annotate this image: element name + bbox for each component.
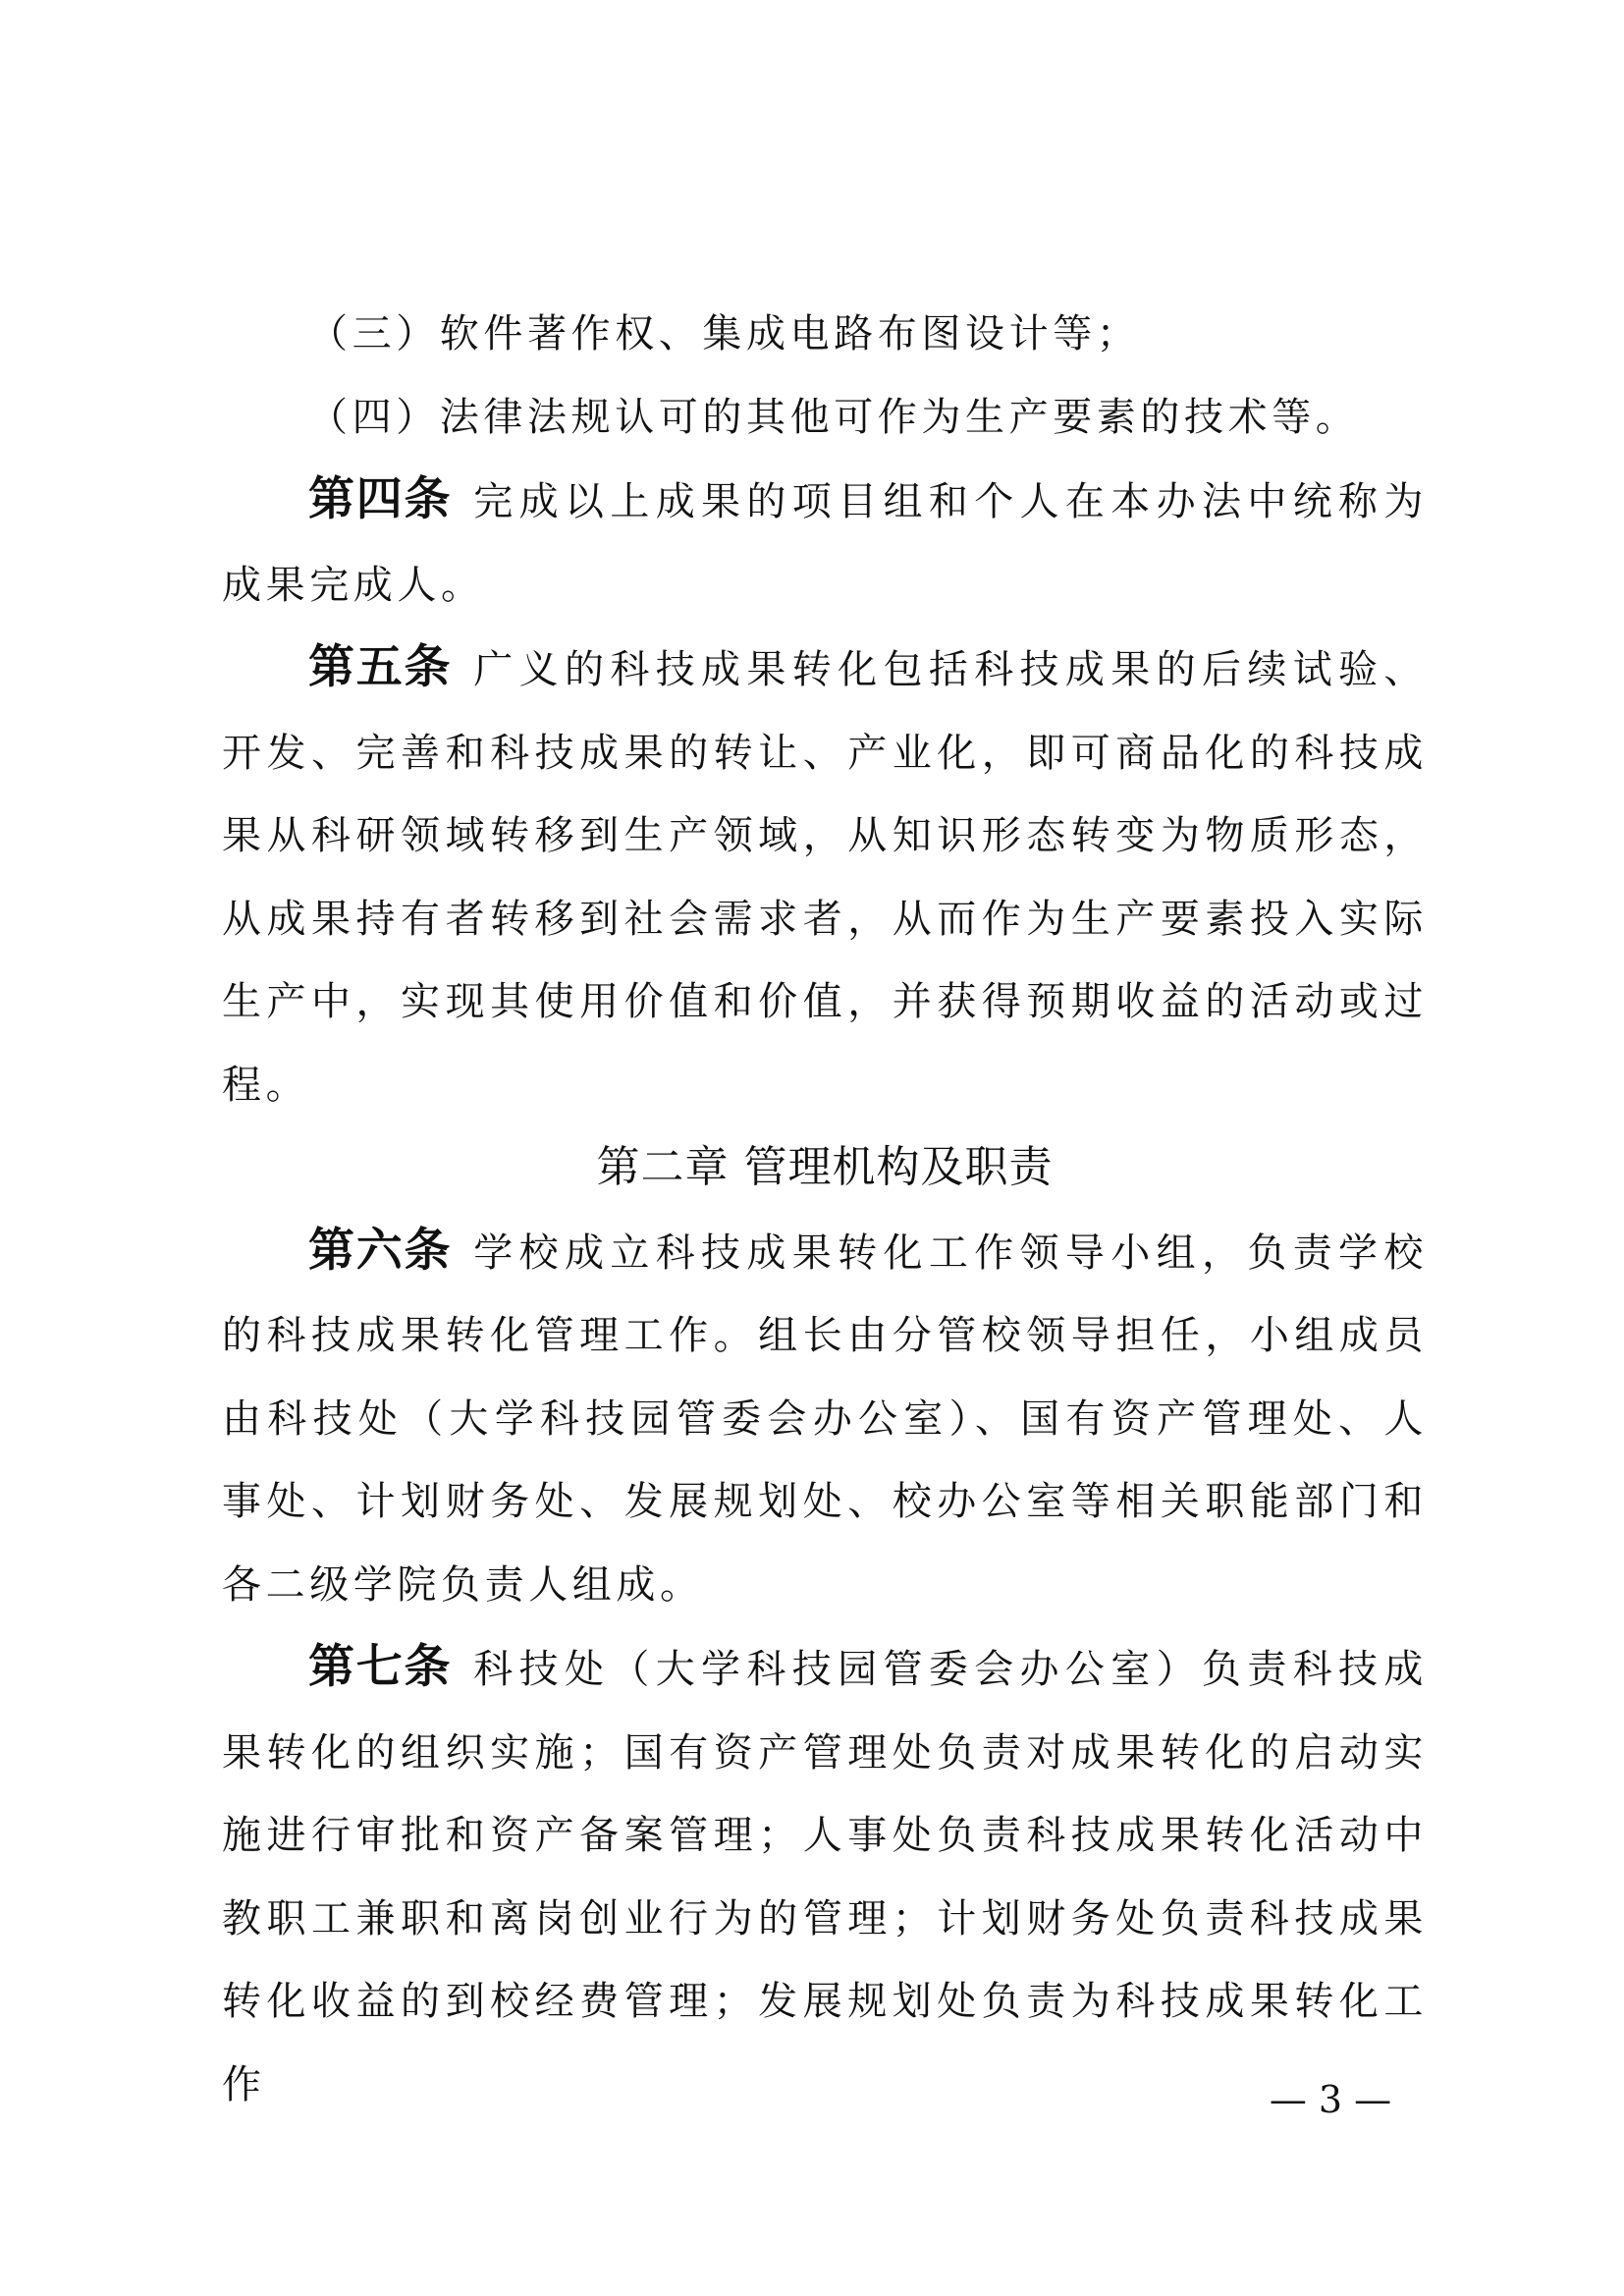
page-body bbox=[222, 293, 1428, 2126]
article-6-label: 第六条 bbox=[308, 1223, 453, 1278]
article-5-paragraph bbox=[222, 627, 1428, 1126]
page-number: — 3 — bbox=[1269, 2078, 1392, 2121]
chapter-2-title: 第二章 管理机构及职责 bbox=[596, 1142, 1054, 1192]
article-4-text: 完成以上成果的项目组和个人在本办法中统称为成果完成人。 bbox=[222, 479, 1429, 608]
item-4-paragraph: （四）法律法规认可的其他可作为生产要素的技术等。 bbox=[308, 394, 1360, 440]
article-5-text: 广义的科技成果转化包括科技成果的后续试验、开发、完善和科技成果的转让、产业化，即可商品化的科技成果从科研领域转移到生产领域，从知识形态转变为物质形态，从成果持有者转移到社会需求者，从而作为生产要素投入实际生产中，实现其使用价值和价值，并获得预期收益的活动或过程。 bbox=[222, 647, 1429, 1108]
article-7-label: 第七条 bbox=[308, 1640, 453, 1694]
article-6-text: 学校成立科技成果转化工作领导小组，负责学校的科技成果转化管理工作。组长由分管校领导担任，小组成员由科技处（大学科技园管委会办公室）、国有资产管理处、人事处、计划财务处、发展规划处、校办公室等相关职能部门和各二级学院负责人组成。 bbox=[222, 1230, 1429, 1608]
article-7-paragraph bbox=[222, 1626, 1428, 2126]
article-6-paragraph bbox=[222, 1210, 1428, 1627]
article-4-paragraph bbox=[222, 459, 1428, 627]
article-7-text: 科技处（大学科技园管委会办公室）负责科技成果转化的组织实施；国有资产管理处负责对成果转化的启动实施进行审批和资产备案管理；人事处负责科技成果转化活动中教职工兼职和离岗创业行为的管理；计划财务处负责科技成果转化收益的到校经费管理；发展规划处负责为科技成果转化工作 bbox=[222, 1647, 1429, 2107]
item-3-paragraph: （三）软件著作权、集成电路布图设计等； bbox=[308, 311, 1141, 356]
article-5-label: 第五条 bbox=[308, 640, 453, 694]
article-4-label: 第四条 bbox=[308, 472, 453, 526]
